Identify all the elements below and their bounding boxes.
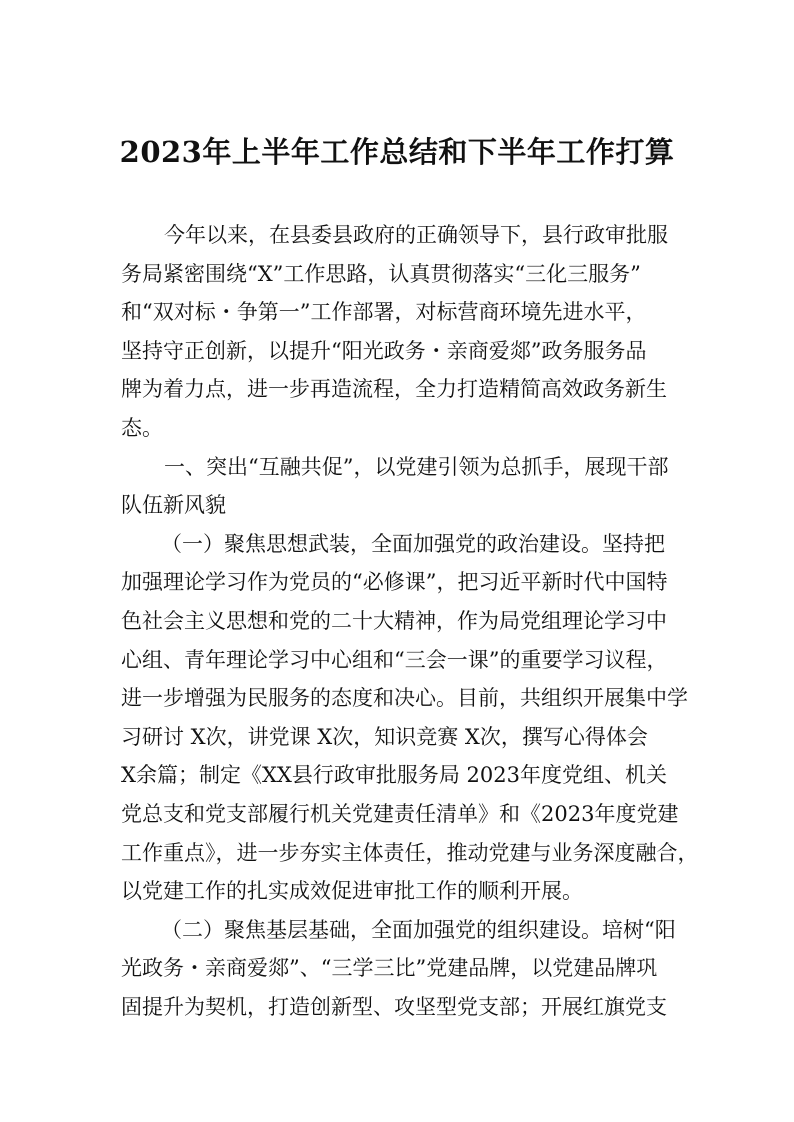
document-title: 2023年上半年工作总结和下半年工作打算 bbox=[119, 135, 675, 169]
paragraph-line: （一）聚焦思想武装，全面加强党的政治建设。坚持把 bbox=[161, 531, 665, 556]
paragraph-line: 以党建工作的扎实成效促进审批工作的顺利开展。 bbox=[121, 879, 583, 904]
section-heading-line: 队伍新风貌 bbox=[121, 493, 226, 518]
section-heading-line: 一、突出“互融共促”，以党建引领为总抓手，展现干部 bbox=[164, 454, 669, 479]
paragraph-line: 今年以来，在县委县政府的正确领导下，县行政审批服 bbox=[164, 223, 668, 247]
paragraph-line: 坚持守正创新，以提升“阳光政务・亲商爱郯”政务服务品 bbox=[121, 338, 647, 363]
paragraph-line: 务局紧密围绕“X”工作思路，认真贯彻落实“三化三服务” bbox=[121, 261, 641, 286]
paragraph-line: 党总支和党支部履行机关党建责任清单》和《2023年度党建 bbox=[121, 801, 679, 826]
paragraph-line: 态。 bbox=[121, 415, 163, 440]
paragraph-line: 牌为着力点，进一步再造流程，全力打造精简高效政务新生 bbox=[121, 377, 667, 402]
paragraph-line: （二）聚焦基层基础，全面加强党的组织建设。培树“阳 bbox=[161, 917, 676, 942]
paragraph-line: X余篇；制定《XX县行政审批服务局 2023年度党组、机关 bbox=[121, 763, 667, 788]
paragraph-line: 固提升为契机，打造创新型、攻坚型党支部；开展红旗党支 bbox=[121, 994, 667, 1019]
paragraph-line: 色社会主义思想和党的二十大精神，作为局党组理论学习中 bbox=[121, 608, 667, 633]
document-body bbox=[121, 216, 699, 1026]
paragraph-line: 光政务・亲商爱郯”、“三学三比”党建品牌，以党建品牌巩 bbox=[121, 956, 658, 981]
paragraph-line: 习研讨 X次，讲党课 X次，知识竞赛 X次，撰写心得体会 bbox=[121, 724, 648, 749]
paragraph-line: 工作重点》，进一步夯实主体责任，推动党建与业务深度融合， bbox=[121, 840, 699, 865]
paragraph-line: 进一步增强为民服务的态度和决心。目前，共组织开展集中学 bbox=[121, 686, 688, 711]
paragraph-line: 心组、青年理论学习中心组和“三会一课”的重要学习议程， bbox=[121, 647, 668, 672]
paragraph-line: 和“双对标・争第一”工作部署，对标营商环境先进水平， bbox=[121, 300, 647, 325]
paragraph-line: 加强理论学习作为党员的“必修课”，把习近平新时代中国特 bbox=[121, 570, 668, 595]
